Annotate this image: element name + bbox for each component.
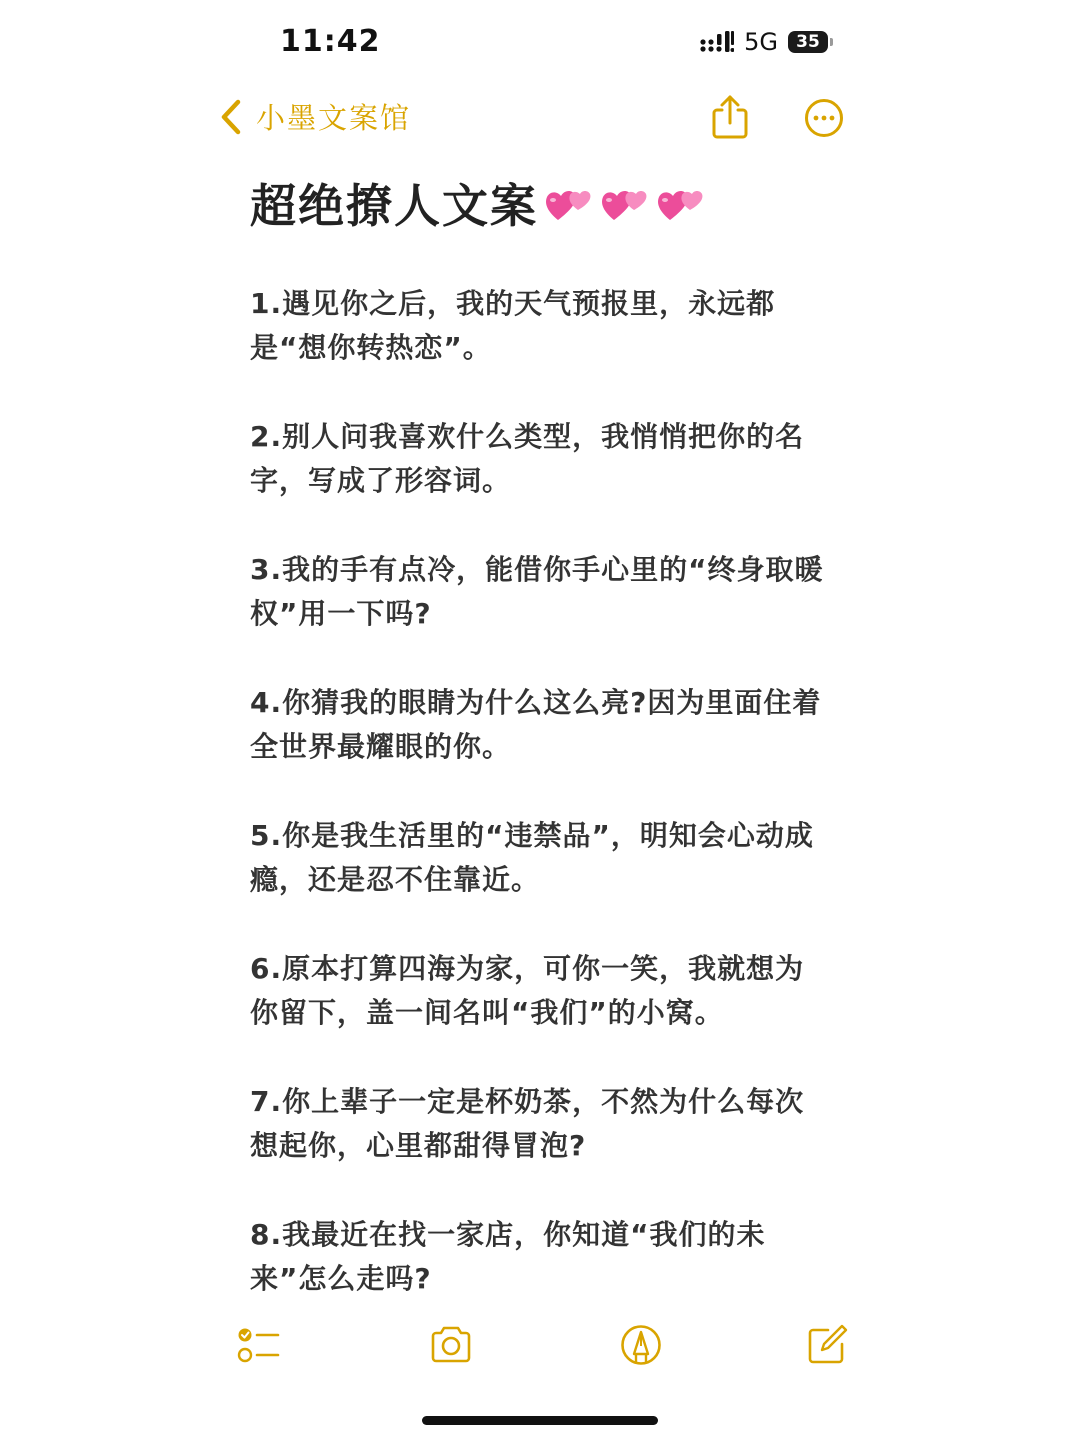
share-icon[interactable] xyxy=(708,94,752,140)
markup-button[interactable] xyxy=(618,1322,664,1368)
markup-pen-icon xyxy=(618,1322,664,1368)
back-button[interactable] xyxy=(218,96,411,137)
checklist-icon xyxy=(236,1322,282,1368)
two-hearts-icon xyxy=(656,180,706,226)
note-paragraph: 6.原本打算四海为家，可你一笑，我就想为你留下，盖一间名叫“我们”的小窝。 xyxy=(250,952,805,1029)
note-paragraph: 5.你是我生活里的“违禁品”，明知会心动成瘾，还是忍不住靠近。 xyxy=(250,819,814,896)
note-paragraph: 8.我最近在找一家店，你知道“我们的未来”怎么走吗? xyxy=(250,1218,766,1295)
battery-level: 35 xyxy=(796,32,820,52)
note-paragraph: 7.你上辈子一定是杯奶茶，不然为什么每次想起你，心里都甜得冒泡? xyxy=(250,1085,805,1162)
note-title[interactable] xyxy=(250,170,706,236)
battery-icon xyxy=(788,31,828,53)
note-paragraph: 3.我的手有点冷，能借你手心里的“终身取暖权”用一下吗? xyxy=(250,553,824,630)
two-hearts-icon xyxy=(600,180,650,226)
checklist-button[interactable] xyxy=(236,1322,282,1368)
note-body[interactable] xyxy=(250,282,830,1346)
title-emoji-group xyxy=(544,180,706,226)
status-time: 11:42 xyxy=(280,24,381,59)
home-indicator[interactable] xyxy=(422,1416,658,1425)
back-label: 小墨文案馆 xyxy=(256,101,412,135)
note-paragraph: 1.遇见你之后，我的天气预报里，永远都是“想你转热恋”。 xyxy=(250,287,776,364)
signal-icon xyxy=(700,31,734,53)
note-paragraph: 4.你猜我的眼睛为什么这么亮?因为里面住着全世界最耀眼的你。 xyxy=(250,686,822,763)
ellipsis-circle-icon[interactable] xyxy=(804,98,844,138)
network-type: 5G xyxy=(744,28,778,56)
compose-icon xyxy=(804,1322,850,1368)
note-paragraph: 2.别人问我喜欢什么类型，我悄悄把你的名字，写成了形容词。 xyxy=(250,420,805,497)
compose-button[interactable] xyxy=(804,1322,850,1368)
status-right-group xyxy=(700,28,828,56)
chevron-left-icon xyxy=(218,98,244,136)
two-hearts-icon xyxy=(544,180,594,226)
camera-button[interactable] xyxy=(428,1322,474,1368)
note-title-text: 超绝撩人文案 xyxy=(250,179,538,233)
camera-icon xyxy=(428,1322,474,1368)
